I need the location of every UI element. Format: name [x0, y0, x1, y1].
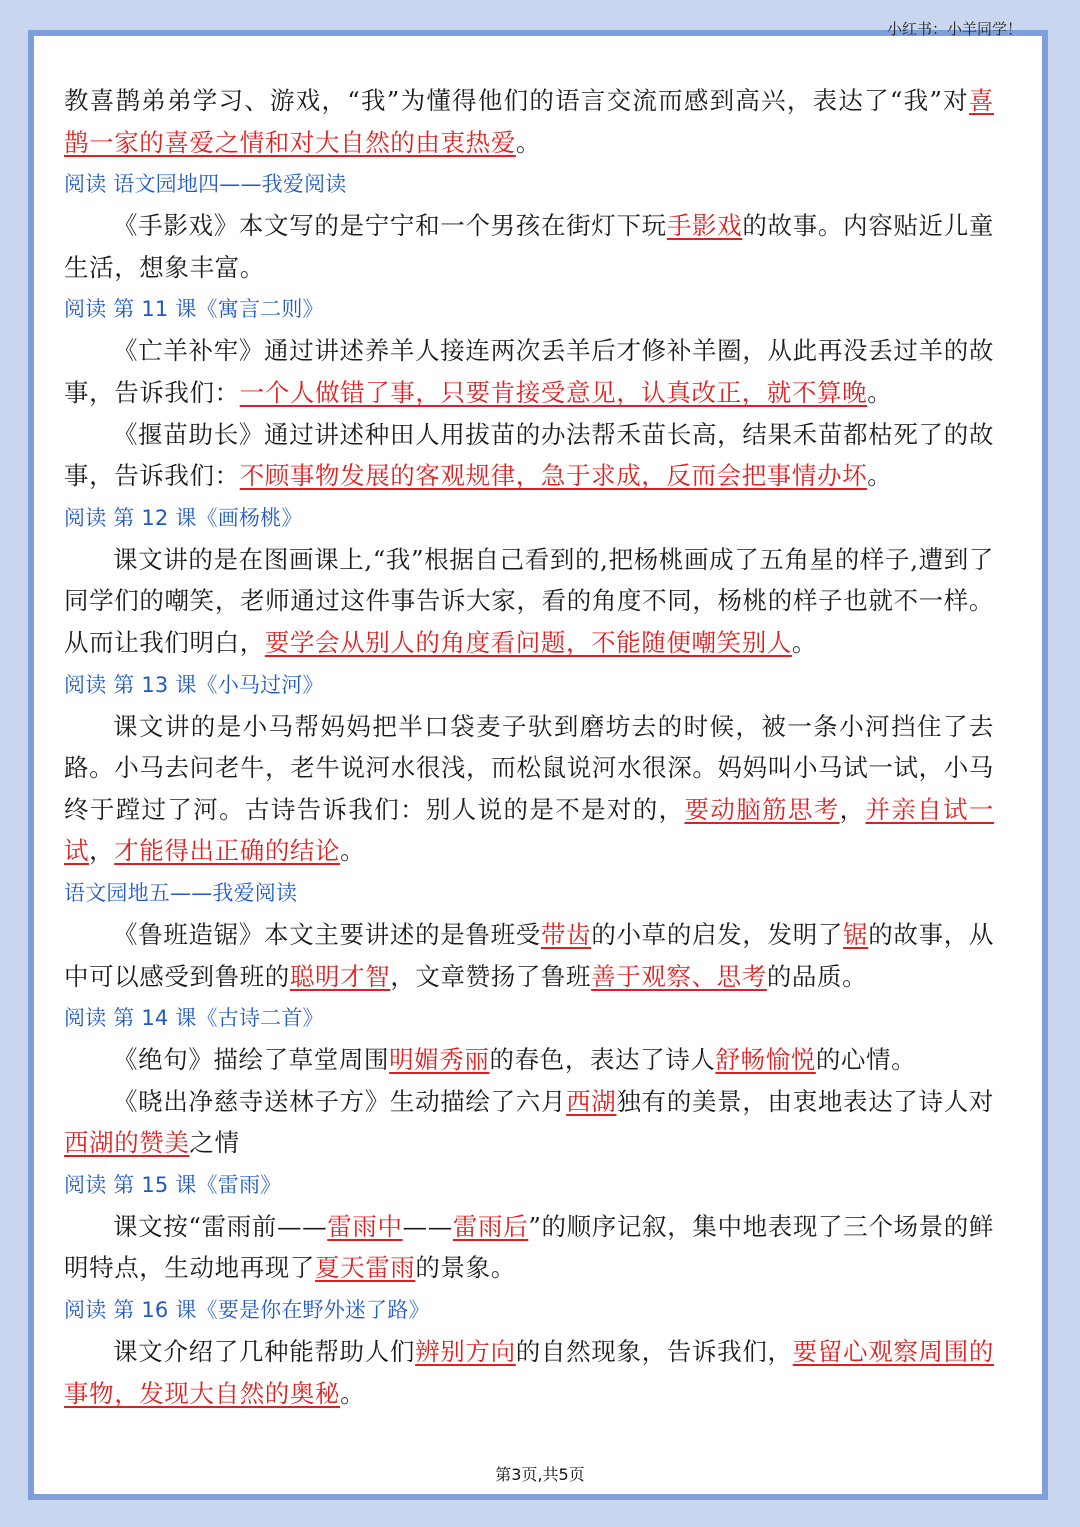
paragraph [64, 330, 994, 413]
highlighted-key-phrase: 要动脑筋思考 [684, 794, 840, 824]
section-heading: 阅读 语文园地四——我爱阅读 [64, 172, 347, 197]
paragraph-text: 。 [867, 377, 893, 407]
paragraph [64, 1206, 994, 1289]
paragraph [64, 205, 994, 288]
paragraph-text: 《鲁班造锯》本文主要讲述的是鲁班受 [113, 919, 541, 949]
highlighted-key-phrase: 带齿 [540, 919, 592, 949]
highlighted-key-phrase: 要学会从别人的角度看问题，不能随便嘲笑别人 [264, 627, 792, 657]
highlighted-key-phrase: 西湖 [566, 1086, 617, 1116]
highlighted-key-phrase: 雷雨中 [327, 1211, 403, 1241]
paragraph-text: 的自然现象，告诉我们， [515, 1337, 793, 1367]
paragraph-text: 《晓出净慈寺送林子方》生动描绘了六月 [113, 1086, 567, 1116]
paragraph-text: 课文按“雷雨前—— [113, 1211, 328, 1241]
highlighted-key-phrase: 明媚秀丽 [389, 1045, 490, 1075]
paragraph [64, 414, 994, 497]
paragraph-text: ， [89, 836, 115, 866]
paragraph-text: 课文介绍了几种能帮助人们 [113, 1337, 416, 1367]
paragraph-text: 课文讲的是在图画课上,“我”根据自己看到的,把杨桃画成了五角星的样子,遭到了同学们的嘲笑，老师通过这件事告诉大家，看的角度不同，杨桃的样子也就不一样。从而让我们明白， [64, 544, 994, 657]
paragraph [64, 914, 994, 997]
watermark: 小红书：小羊同学！ [886, 20, 1022, 38]
document-body [64, 80, 994, 1414]
highlighted-key-phrase: 善于观察、思考 [591, 961, 767, 991]
paragraph-text: 。 [867, 461, 893, 491]
paragraph-text: 的故事，从中可以感受到鲁班的 [64, 919, 995, 991]
paragraph-text: ， [839, 794, 866, 824]
paragraph-text: 教喜鹊弟弟学习、游戏，“我”为懂得他们的语言交流而感到高兴，表达了“我”对 [64, 86, 969, 115]
highlighted-key-phrase: 喜鹊一家的喜爱之情和对大自然的由衷热爱 [64, 86, 994, 157]
paragraph-text: 课文讲的是小马帮妈妈把半口袋麦子驮到磨坊去的时候，被一条小河挡住了去路。小马去问老牛，老牛说河水很浅，而松鼠说河水很深。妈妈叫小马试一试，小马终于蹚过了河。古诗告诉我们：别人说的是不是对的， [64, 711, 994, 824]
paragraph-text: ，文章赞扬了鲁班 [390, 961, 592, 991]
highlighted-key-phrase: 手影戏 [666, 211, 743, 241]
highlighted-key-phrase: 聪明才智 [289, 961, 391, 991]
paragraph-text: 《亡羊补牢》通过讲述养羊人接连两次丢羊后才修补羊圈，从此再没丢过羊的故事，告诉我们： [64, 336, 994, 407]
paragraph [64, 706, 994, 872]
paragraph-text: ”的顺序记叙，集中地表现了三个场景的鲜明特点，生动地再现了 [64, 1211, 994, 1283]
highlighted-key-phrase: 不顾事物发展的客观规律，急于求成，反而会把事情办坏 [239, 461, 868, 491]
section-heading: 阅读 第 12 课《画杨桃》 [64, 505, 303, 530]
paragraph-text: 的心情。 [815, 1045, 917, 1075]
paragraph [64, 80, 994, 163]
paragraph-text: 之情 [189, 1128, 240, 1158]
highlighted-key-phrase: 才能得出正确的结论 [114, 836, 341, 866]
paragraph [64, 1039, 994, 1081]
paragraph-text: 独有的美景，由衷地表达了诗人对 [616, 1086, 995, 1116]
paragraph-text: 。 [791, 627, 818, 657]
section-heading: 阅读 第 14 课《古诗二首》 [64, 1006, 324, 1031]
highlighted-key-phrase: 要留心观察周围的事物，发现大自然的奥秘 [64, 1337, 994, 1408]
paragraph-text: —— [402, 1211, 453, 1241]
paragraph [64, 1331, 994, 1414]
section-heading: 阅读 第 13 课《小马过河》 [64, 672, 324, 697]
highlighted-key-phrase: 并亲自试一试 [64, 794, 994, 866]
section-heading: 语文园地五——我爱阅读 [64, 880, 298, 905]
paragraph [64, 539, 994, 664]
section-heading: 阅读 第 16 课《要是你在野外迷了路》 [64, 1298, 430, 1323]
paragraph-text: 。 [515, 127, 541, 157]
section-heading: 阅读 第 15 课《雷雨》 [64, 1172, 282, 1197]
paragraph-text: 的品质。 [766, 961, 868, 991]
highlighted-key-phrase: 舒畅愉悦 [715, 1045, 816, 1075]
paragraph-text: 《绝句》描绘了草堂周围 [113, 1045, 390, 1075]
highlighted-key-phrase: 雷雨后 [452, 1211, 529, 1241]
highlighted-key-phrase: 锯 [843, 919, 869, 949]
paragraph-text: 的故事。内容贴近儿童生活，想象丰富。 [64, 211, 995, 282]
section-heading: 阅读 第 11 课《寓言二则》 [64, 297, 324, 322]
paragraph-text: 《手影戏》本文写的是宁宁和一个男孩在街灯下玩 [113, 211, 667, 241]
paragraph-text: 的春色，表达了诗人 [489, 1045, 716, 1075]
highlighted-key-phrase: 一个人做错了事，只要肯接受意见，认真改正，就不算晚 [239, 377, 868, 407]
paragraph-text: 的小草的启发，发明了 [591, 919, 844, 949]
paragraph-text: 《揠苗助长》通过讲述种田人用拔苗的办法帮禾苗长高，结果禾苗都枯死了的故事，告诉我们： [64, 419, 994, 491]
paragraph-text: 。 [340, 1378, 366, 1408]
paragraph [64, 1081, 994, 1164]
paragraph-text: 的景象。 [415, 1253, 516, 1283]
page-number: 第3页,共5页 [495, 1465, 585, 1484]
highlighted-key-phrase: 西湖的赞美 [64, 1128, 190, 1158]
paragraph-text: 。 [340, 836, 366, 866]
highlighted-key-phrase: 辨别方向 [415, 1337, 516, 1367]
highlighted-key-phrase: 夏天雷雨 [315, 1253, 416, 1283]
